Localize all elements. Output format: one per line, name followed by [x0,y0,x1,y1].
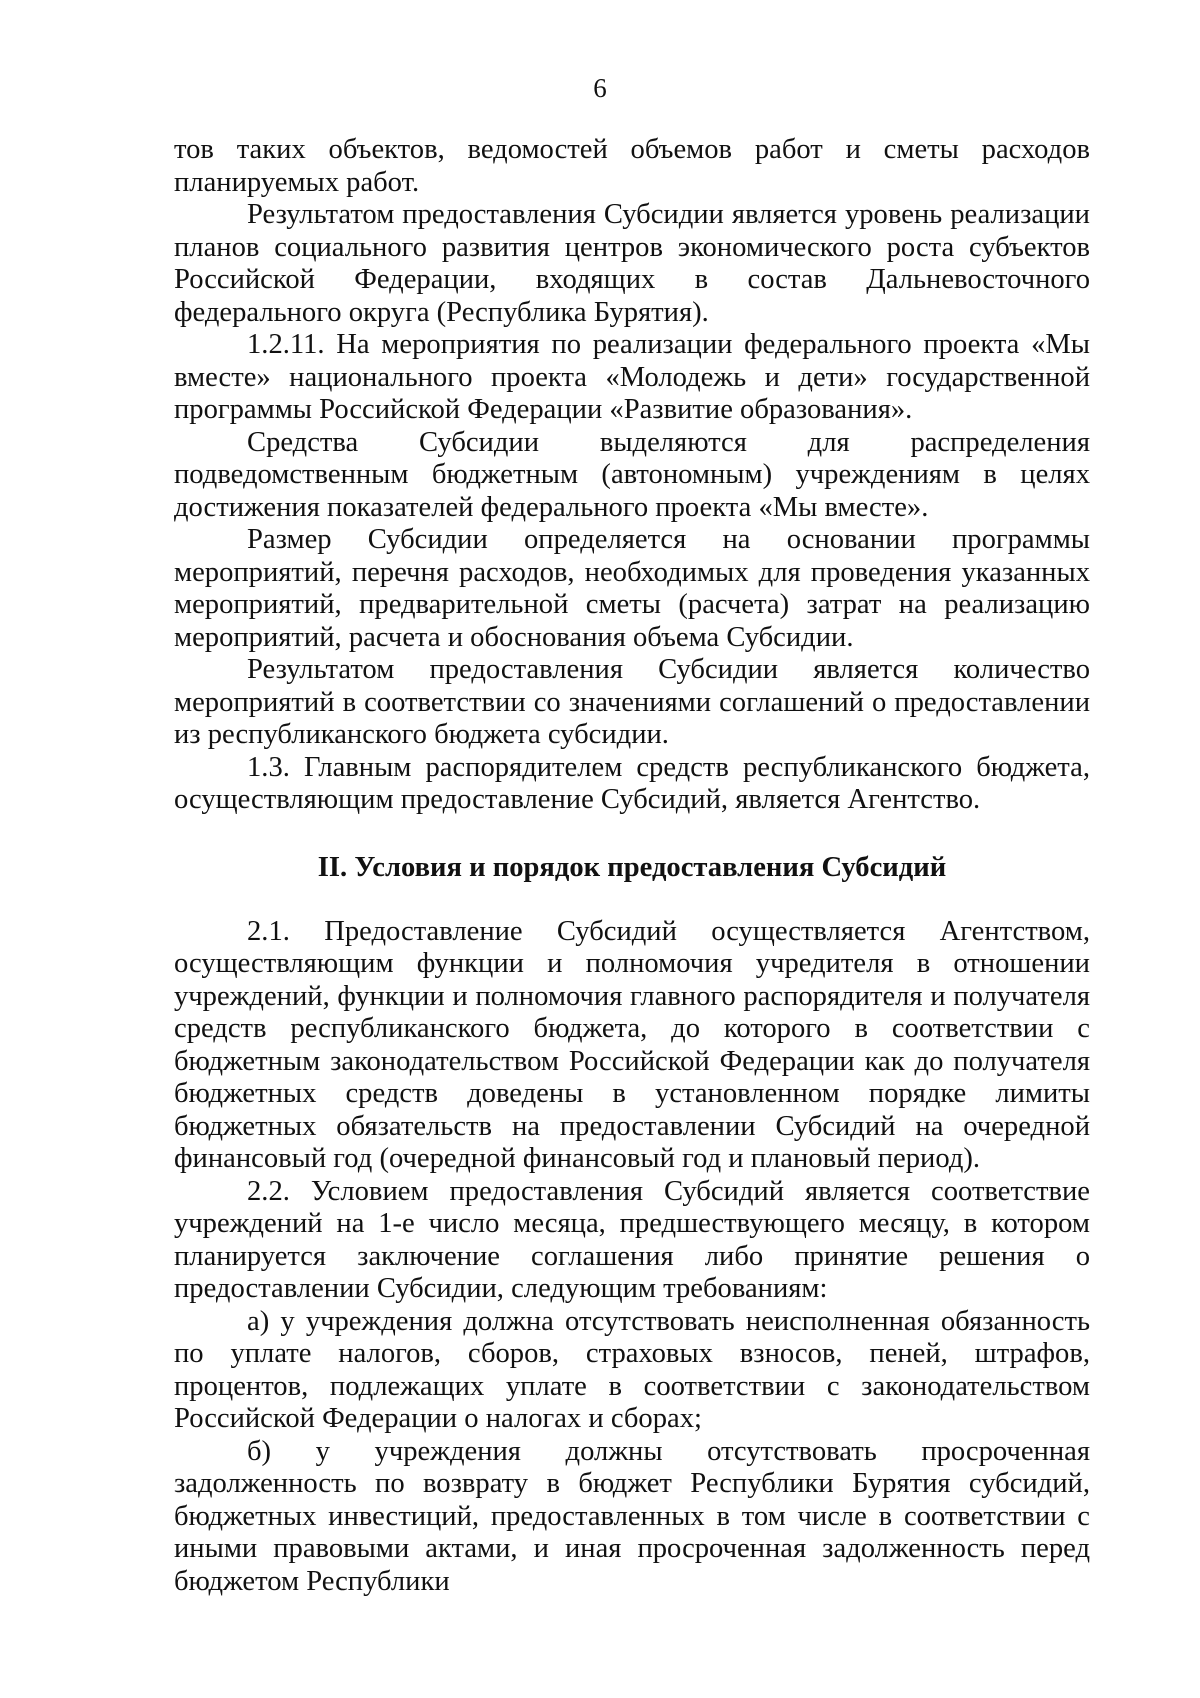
page-number: 6 [593,73,607,103]
document-body [174,134,1090,1598]
paragraph-result-regional-development: Результатом предоставления Субсидии является уровень реализации планов социального развития центров экономического роста субъектов Российской Федерации, входящих в состав Дальневосточного федерального округа (Республика Бурятия). [174,199,1090,328]
paragraph-2-2: 2.2. Условием предоставления Субсидий является соответствие учреждений на 1-е число месяца, предшествующего месяцу, в котором планируется заключение соглашения либо принятие решения о предоставлении Субсидии, следующим требованиям: [174,1175,1090,1304]
paragraph-2-1: 2.1. Предоставление Субсидий осуществляется Агентством, осуществляющим функции и полномочия учредителя в отношении учреждений, функции и полномочия главного распорядителя и получателя средств республиканского бюджета, до которого в соответствии с бюджетным законодательством Российской Федерации как до получателя бюджетных средств доведены в установленном порядке лимиты бюджетных обязательств на предоставлении Субсидий на очередной финансовый год (очередной финансовый год и плановый период). [174,915,1090,1174]
paragraph-subsidy-amount: Размер Субсидии определяется на основании программы мероприятий, перечня расходов, необходимых для проведения указанных мероприятий, предварительной сметы (расчета) затрат на реализацию мероприятий, расчета и обоснования объема Субсидии. [174,524,1090,653]
paragraph-1-2-11: 1.2.11. На мероприятия по реализации федерального проекта «Мы вместе» национального проекта «Молодежь и дети» государственной программы Российской Федерации «Развитие образования». [174,329,1090,425]
paragraph-requirement-a: а) у учреждения должна отсутствовать неисполненная обязанность по уплате налогов, сборов, страховых взносов, пеней, штрафов, процентов, подлежащих уплате в соответствии с законодательством Российской Федерации о налогах и сборах; [174,1305,1090,1434]
paragraph-result-events-count: Результатом предоставления Субсидии является количество мероприятий в соответствии со значениями соглашений о предоставлении из республиканского бюджета субсидии. [174,654,1090,750]
paragraph-subsidy-distribution: Средства Субсидии выделяются для распределения подведомственным бюджетным (автономным) учреждениям в целях достижения показателей федерального проекта «Мы вместе». [174,426,1090,523]
paragraph-continuation: тов таких объектов, ведомостей объемов работ и сметы расходов планируемых работ. [174,134,1090,198]
paragraph-requirement-b: б) у учреждения должны отсутствовать просроченная задолженность по возврату в бюджет Республики Бурятия субсидий, бюджетных инвестиций, предоставленных в том числе в соответствии с иными правовыми актами, и иная просроченная задолженность перед бюджетом Республики [174,1435,1090,1597]
section-heading: II. Условия и порядок предоставления Субсидий [317,851,947,883]
paragraph-1-3: 1.3. Главным распорядителем средств республиканского бюджета, осуществляющим предоставление Субсидий, является Агентство. [174,751,1090,815]
